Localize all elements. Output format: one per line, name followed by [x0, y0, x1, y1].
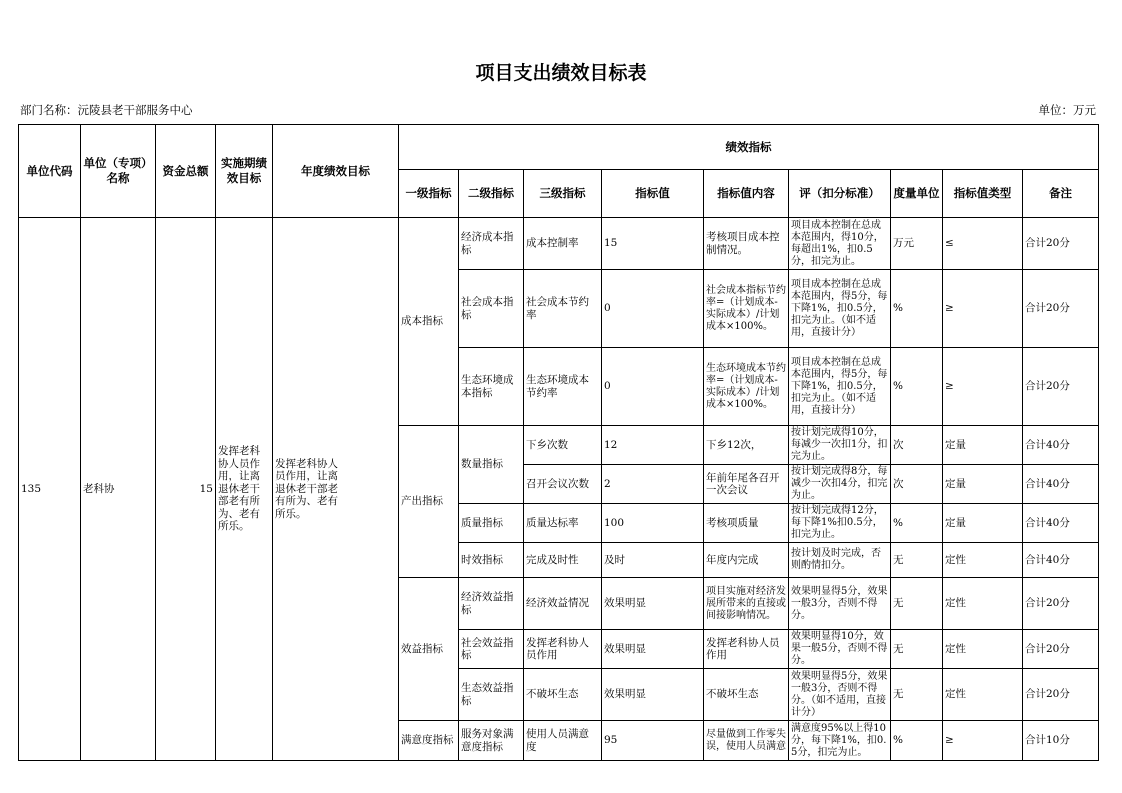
col-annual-goal: 年度绩效目标 [273, 125, 399, 218]
value-cell: 0 [602, 270, 704, 348]
scoring-cell: 效果明显得5分，效果一般3分，否则不得分。（如不适用，直接计分） [789, 669, 891, 721]
col-period-goal: 实施期绩效目标 [216, 125, 273, 218]
value-cell: 15 [602, 218, 704, 270]
col-value-type: 指标值类型 [943, 170, 1023, 218]
col-indicators: 绩效指标 [399, 125, 1099, 170]
currency-unit: 单位：万元 [1038, 103, 1096, 117]
remark-cell: 合计40分 [1023, 465, 1099, 504]
type-cell: 定量 [943, 504, 1023, 543]
col-level3: 三级指标 [524, 170, 602, 218]
level2-cell: 时效指标 [459, 543, 524, 578]
department-name: 部门名称：沅陵县老干部服务中心 [20, 103, 193, 117]
value-cell: 2 [602, 465, 704, 504]
scoring-cell: 项目成本控制在总成本范围内，得5分，每下降1%，扣0.5分，扣完为止。（如不适用，直接计分） [789, 270, 891, 348]
level2-cell: 质量指标 [459, 504, 524, 543]
remark-cell: 合计20分 [1023, 348, 1099, 426]
type-cell: ≤ [943, 218, 1023, 270]
level1-satisfaction: 满意度指标 [399, 721, 459, 761]
scoring-cell: 项目成本控制在总成本范围内，得5分，每下降1%，扣0.5分，扣完为止。（如不适用，直接计分） [789, 348, 891, 426]
col-measure-unit: 度量单位 [891, 170, 943, 218]
level2-cell: 经济效益指标 [459, 578, 524, 630]
type-cell: 定性 [943, 669, 1023, 721]
col-remark: 备注 [1023, 170, 1099, 218]
type-cell: 定量 [943, 426, 1023, 465]
project-name: 老科协 [81, 218, 156, 761]
value-cell: 效果明显 [602, 630, 704, 669]
level2-cell: 服务对象满意度指标 [459, 721, 524, 761]
scoring-cell: 按计划及时完成，否则酌情扣分。 [789, 543, 891, 578]
col-total-funds: 资金总额 [156, 125, 216, 218]
level3-cell: 经济效益情况 [524, 578, 602, 630]
content-cell: 项目实施对经济发展所带来的直接或间接影响情况。 [704, 578, 789, 630]
unit-cell: 万元 [891, 218, 943, 270]
type-cell: 定性 [943, 543, 1023, 578]
col-value-content: 指标值内容 [704, 170, 789, 218]
scoring-cell: 按计划完成得8分，每减少一次扣4分，扣完为止。 [789, 465, 891, 504]
content-cell: 不破坏生态 [704, 669, 789, 721]
level3-cell: 不破坏生态 [524, 669, 602, 721]
unit-cell: 次 [891, 465, 943, 504]
col-level2: 二级指标 [459, 170, 524, 218]
remark-cell: 合计40分 [1023, 543, 1099, 578]
level3-cell: 成本控制率 [524, 218, 602, 270]
level1-cost: 成本指标 [399, 218, 459, 426]
content-cell: 下乡12次， [704, 426, 789, 465]
value-cell: 100 [602, 504, 704, 543]
level3-cell: 发挥老科协人员作用 [524, 630, 602, 669]
scoring-cell: 效果明显得10分，效果一般5分，否则不得分。 [789, 630, 891, 669]
unit-cell: 无 [891, 669, 943, 721]
value-cell: 0 [602, 348, 704, 426]
unit-cell: % [891, 270, 943, 348]
content-cell: 考核项目成本控制情况。 [704, 218, 789, 270]
content-cell: 考核项质量 [704, 504, 789, 543]
level3-cell: 质量达标率 [524, 504, 602, 543]
level3-cell: 生态环境成本节约率 [524, 348, 602, 426]
page-title: 项目支出绩效目标表 [475, 62, 647, 84]
value-cell: 效果明显 [602, 578, 704, 630]
level2-cell: 数量指标 [459, 426, 524, 504]
col-level1: 一级指标 [399, 170, 459, 218]
level1-benefit: 效益指标 [399, 578, 459, 721]
content-cell: 社会成本指标节约率=（计划成本-实际成本）/计划成本×100%。 [704, 270, 789, 348]
type-cell: ≥ [943, 348, 1023, 426]
unit-cell: 次 [891, 426, 943, 465]
remark-cell: 合计40分 [1023, 426, 1099, 465]
type-cell: 定性 [943, 578, 1023, 630]
content-cell: 年前年尾各召开一次会议 [704, 465, 789, 504]
unit-cell: % [891, 348, 943, 426]
scoring-cell: 按计划完成得12分，每下降1%扣0.5分，扣完为止。 [789, 504, 891, 543]
level2-cell: 经济成本指标 [459, 218, 524, 270]
value-cell: 效果明显 [602, 669, 704, 721]
level2-cell: 社会成本指标 [459, 270, 524, 348]
unit-cell: 无 [891, 543, 943, 578]
scoring-cell: 满意度95%以上得10分，每下降1%，扣0.5分，扣完为止。 [789, 721, 891, 761]
content-cell: 发挥老科协人员作用 [704, 630, 789, 669]
level3-cell: 社会成本节约率 [524, 270, 602, 348]
type-cell: 定量 [943, 465, 1023, 504]
content-cell: 生态环境成本节约率=（计划成本-实际成本）/计划成本×100%。 [704, 348, 789, 426]
level2-cell: 生态效益指标 [459, 669, 524, 721]
remark-cell: 合计20分 [1023, 270, 1099, 348]
col-scoring: 评（扣分标准） [789, 170, 891, 218]
header-row-1 [19, 125, 1099, 170]
col-unit-name: 单位（专项）名称 [81, 125, 156, 218]
remark-cell: 合计20分 [1023, 630, 1099, 669]
content-cell: 年度内完成 [704, 543, 789, 578]
scoring-cell: 按计划完成得10分，每减少一次扣1分，扣完为止。 [789, 426, 891, 465]
level3-cell: 下乡次数 [524, 426, 602, 465]
project-annual-goal: 发挥老科协人员作用，让离退休老干部老有所为、老有所乐。 [273, 218, 399, 761]
level2-cell: 生态环境成本指标 [459, 348, 524, 426]
unit-cell: 无 [891, 630, 943, 669]
unit-cell: % [891, 504, 943, 543]
level3-cell: 召开会议次数 [524, 465, 602, 504]
col-unit-code: 单位代码 [19, 125, 81, 218]
type-cell: ≥ [943, 721, 1023, 761]
level3-cell: 使用人员满意度 [524, 721, 602, 761]
type-cell: ≥ [943, 270, 1023, 348]
col-value: 指标值 [602, 170, 704, 218]
scoring-cell: 效果明显得5分，效果一般3分，否则不得分。 [789, 578, 891, 630]
value-cell: 95 [602, 721, 704, 761]
remark-cell: 合计20分 [1023, 578, 1099, 630]
remark-cell: 合计10分 [1023, 721, 1099, 761]
type-cell: 定性 [943, 630, 1023, 669]
level3-cell: 完成及时性 [524, 543, 602, 578]
performance-target-table [18, 124, 1099, 761]
unit-cell: % [891, 721, 943, 761]
scoring-cell: 项目成本控制在总成本范围内，得10分，每超出1%，扣0.5分，扣完为止。 [789, 218, 891, 270]
remark-cell: 合计20分 [1023, 218, 1099, 270]
project-period-goal: 发挥老科协人员作用，让离退休老干部老有所为、老有所乐。 [216, 218, 273, 761]
project-code: 135 [19, 218, 81, 761]
content-cell: 尽量做到工作零失误，使用人员满意 [704, 721, 789, 761]
level1-output: 产出指标 [399, 426, 459, 578]
table-row [19, 218, 1099, 270]
level2-cell: 社会效益指标 [459, 630, 524, 669]
unit-cell: 无 [891, 578, 943, 630]
remark-cell: 合计20分 [1023, 669, 1099, 721]
remark-cell: 合计40分 [1023, 504, 1099, 543]
value-cell: 12 [602, 426, 704, 465]
project-funds: 15 [156, 218, 216, 761]
value-cell: 及时 [602, 543, 704, 578]
